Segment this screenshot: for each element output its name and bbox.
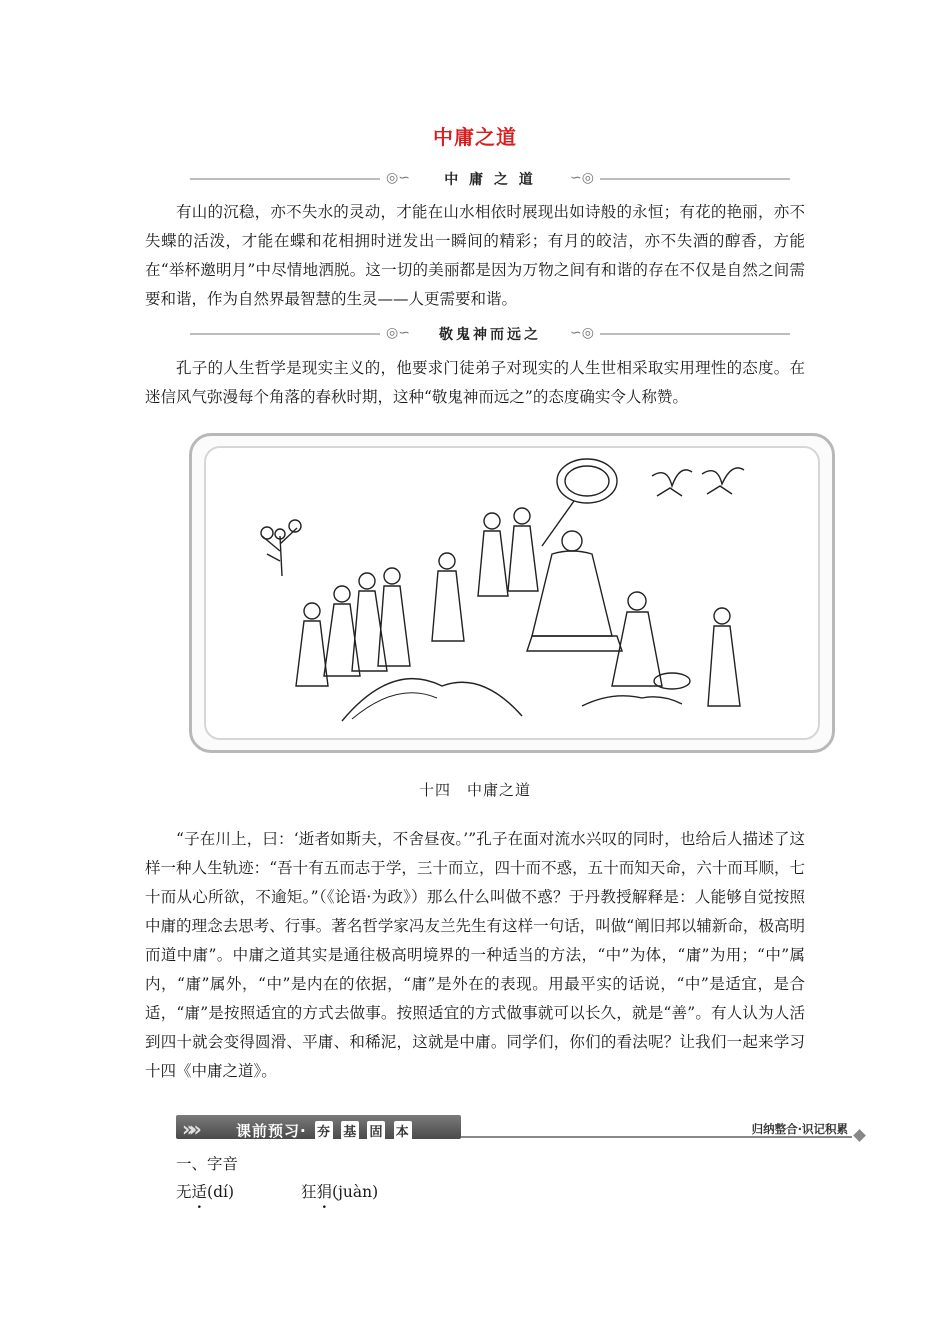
page-title: 中庸之道	[433, 125, 517, 149]
section-divider-1	[190, 168, 790, 190]
section-divider-2	[190, 323, 790, 345]
section-2-paragraph: 孔子的人生哲学是现实主义的，他要求门徒弟子对现实的人生世相采取实用理性的态度。在迷信风气弥漫每个角落的春秋时期，这种“敬鬼神而远之”的态度确实令人称赞。	[145, 359, 805, 406]
vocab-dotted-char: 适	[191, 1183, 208, 1201]
scroll-ornament-icon: ∽◎	[570, 170, 594, 186]
illustration-frame	[189, 433, 835, 753]
confucius-scene-illustration	[192, 436, 832, 750]
banner-chip: 基	[341, 1121, 359, 1140]
vocab-dotted-char: 狷	[316, 1183, 333, 1201]
vocab-item-2	[301, 1180, 378, 1202]
section-heading-2: 敬鬼神而远之	[439, 327, 541, 343]
section-1-paragraph: 有山的沉稳，亦不失水的灵动，才能在山水相依时展现出如诗般的永恒；有花的艳丽，亦不失蝶的活泼，才能在蝶和花相拥时迸发出一瞬间的精彩；有月的皎洁，亦不失酒的醇香，方能在“举杯邀明月”中尽情地洒脱。这一切的美丽都是因为万物之间有和谐的存在不仅是自然之间需要和谐，作为自然界最智慧的生灵——人更需要和谐。	[145, 203, 805, 308]
vocab-char: 无	[176, 1183, 192, 1201]
banner-chip: 本	[394, 1121, 412, 1140]
vocab-heading: 一、字音	[176, 1155, 239, 1173]
divider-line-right	[600, 178, 790, 180]
vocab-item-1	[176, 1180, 234, 1202]
scroll-ornament-icon: ◎∽	[386, 170, 410, 186]
banner-label-text: 课前预习·	[236, 1122, 307, 1140]
banner-label	[236, 1120, 412, 1141]
vocab-char: 狂	[301, 1183, 317, 1201]
banner-chip: 固	[367, 1121, 385, 1140]
vocab-pinyin: (dí)	[207, 1183, 235, 1201]
scroll-ornament-icon: ◎∽	[386, 325, 410, 341]
illustration-caption: 十四 中庸之道	[418, 781, 531, 799]
preview-banner	[176, 1112, 866, 1142]
diamond-icon	[853, 1129, 866, 1142]
section-heading-1: 中 庸 之 道	[444, 172, 536, 188]
scroll-ornament-icon: ∽◎	[570, 325, 594, 341]
banner-right-label: 归纳整合·识记积累	[751, 1122, 848, 1136]
section-3-paragraph: “子在川上，曰：‘逝者如斯夫，不舍昼夜。’”孔子在面对流水兴叹的同时，也给后人描述了这样一种人生轨迹：“吾十有五而志于学，三十而立，四十而不惑，五十而知天命，六十而耳顺，七十而从心所欲，不逾矩。”（《论语·为政》）那么什么叫做不惑？于丹教授解释是：人能够自觉按照中庸的理念去思考、行事。著名哲学家冯友兰先生有这样一句话，叫做“阐旧邦以辅新命，极高明而道中庸”。中庸之道其实是通往极高明境界的一种适当的方法，“中”为体，“庸”为用；“中”属内，“庸”属外，“中”是内在的依据，“庸”是外在的表现。用最平实的话说，“中”是适宜，是合适，“庸”是按照适宜的方式去做事。按照适宜的方式做事就可以长久，就是“善”。有人认为人活到四十就会变得圆滑、平庸、和稀泥，这就是中庸。同学们，你们的看法呢？让我们一起来学习十四《中庸之道》。	[145, 830, 805, 1080]
banner-bar	[176, 1115, 461, 1139]
chevron-right-icon: »»	[182, 1117, 196, 1141]
divider-line-right	[600, 333, 790, 335]
vocab-pinyin: (juàn)	[332, 1183, 379, 1201]
banner-chip: 夯	[315, 1121, 333, 1140]
